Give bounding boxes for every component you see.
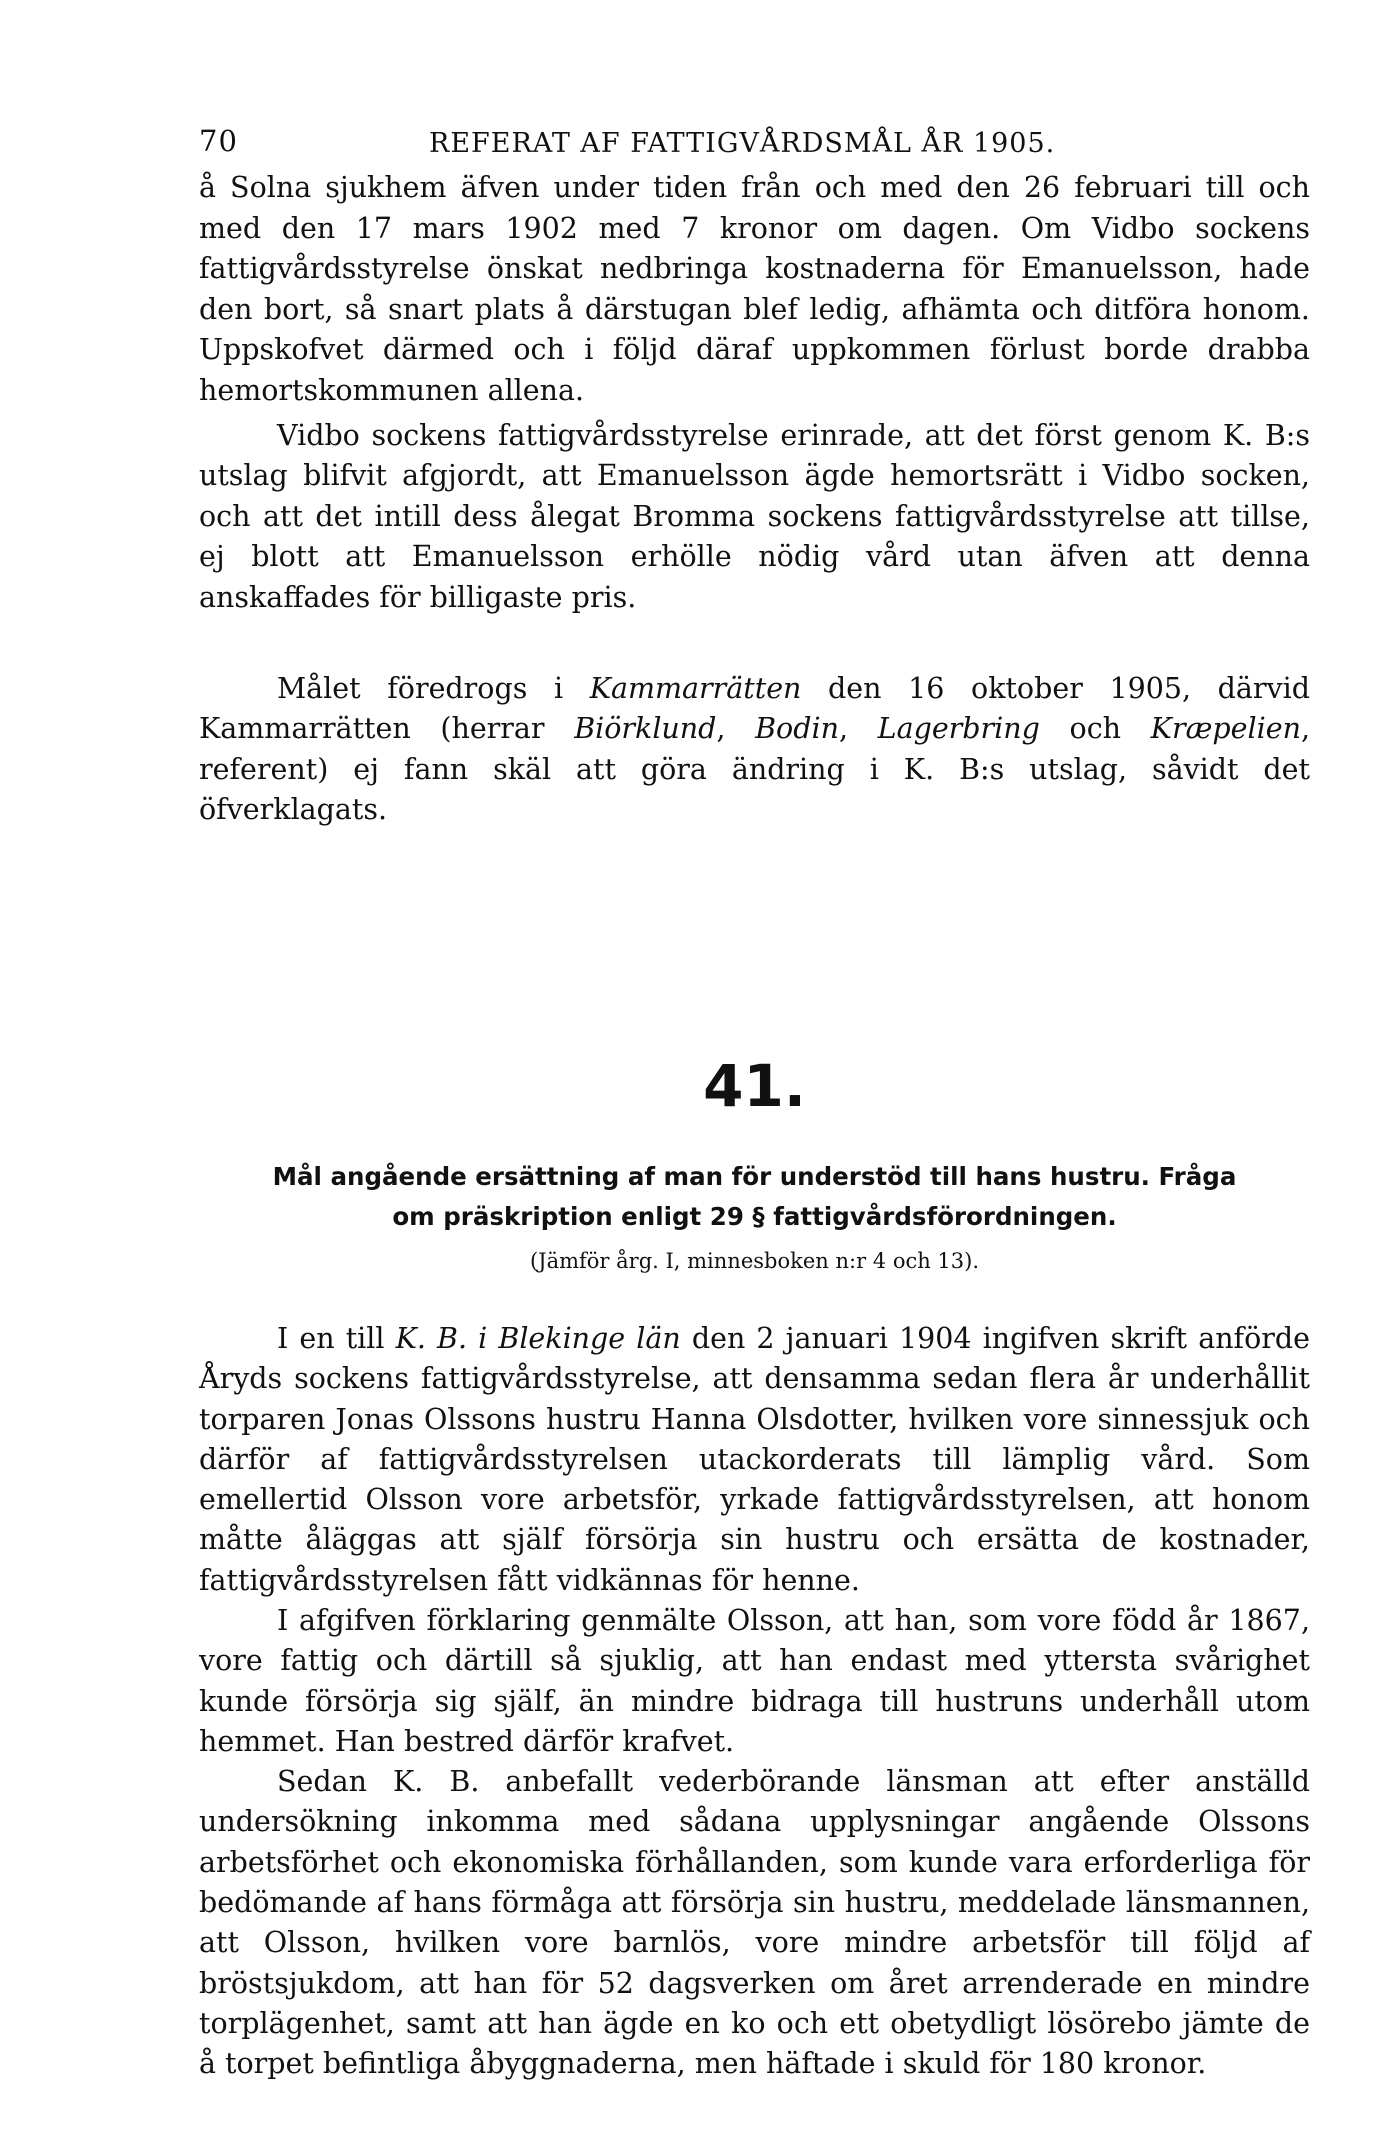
judge-name: Lagerbring — [877, 712, 1040, 746]
separator: , — [716, 712, 756, 746]
running-header — [199, 118, 1310, 168]
petition-text-a: I en till — [277, 1321, 396, 1355]
judge-name: Biörklund — [574, 712, 717, 746]
paragraph-reply: I afgifven förklaring genmälte Olsson, att han, som vore född år 1867, vore fattig och därtill så sjuklig, att han endast med yttersta svårighet kunde försörja sig själf, än mindre bidraga till hustruns underhåll utom hemmet. Han bestred därför krafvet. — [199, 1603, 1310, 1758]
paragraph-petition — [199, 1319, 1310, 1601]
document-page — [199, 118, 1310, 2085]
petition-text-b: den 2 januari 1904 ingifven skrift anförde Åryds sockens fattigvårdsstyrelse, att densamma sedan flera år underhållit torparen Jonas Olssons hustru Hanna Olsdotter, hvilken vore sinnessjuk och därför af fattigvårdsstyrelsen utackorderats till lämplig vård. Som emellertid Olsson vore arbetsför, yrkade fattigvårdsstyrelsen, att honom måtte åläggas att själf försörja sin hustru och ersätta de kostnader, fattigvårdsstyrelsen fått vidkännas för henne. — [199, 1321, 1310, 1597]
section-heading-line: om präskription enligt 29 § fattigvårdsförordningen. — [392, 1201, 1117, 1231]
paragraph-continued: å Solna sjukhem äfven under tiden från och med den 26 februari till och med den 17 mars 1902 med 7 kronor om dagen. Om Vidbo sockens fattigvårdsstyrelse önskat nedbringa kostnaderna för Emanuelsson, hade den bort, så snart plats å därstugan blef ledig, afhämta och ditföra honom. Uppskofvet därmed och i följd däraf uppkommen förlust borde drabba hemortskommunen allena. — [199, 171, 1310, 407]
ruling-text-c: , referent) ej fann skäl att göra ändring i K. B:s utslag, såvidt det öfverklagats. — [199, 712, 1310, 827]
paragraph-vidbo-response: Vidbo sockens fattigvårdsstyrelse erinrade, att det först genom K. B:s utslag blifvit afgjordt, att Emanuelsson ägde hemortsrätt i Vidbo socken, och att det intill dess ålegat Bromma sockens fattigvårdsstyrelse att tillse, ej blott att Emanuelsson erhölle nödig vård utan äfven att denna anskaffades för billigaste pris. — [199, 418, 1310, 614]
judge-name: Kræpelien — [1150, 712, 1301, 746]
section-heading-line: Mål angående ersättning af man för understöd till hans hustru. Fråga — [272, 1161, 1237, 1191]
section-heading — [199, 1157, 1310, 1237]
judge-name: Bodin — [755, 712, 839, 746]
cross-reference: (Jämför årg. I, minnesboken n:r 4 och 13). — [529, 1248, 980, 1273]
running-title: REFERAT AF FATTIGVÅRDSMÅL ÅR 1905. — [429, 128, 1056, 159]
separator: och — [1039, 712, 1151, 746]
authority-name: K. B. i Blekinge län — [395, 1321, 681, 1355]
court-name: Kammarrätten — [589, 671, 802, 705]
page-number: 70 — [199, 124, 238, 158]
paragraph-ruling — [199, 669, 1310, 831]
case-body — [199, 1319, 1310, 2085]
ruling-text-a: Målet föredrogs i — [277, 671, 590, 705]
ruling-text-b: den 16 oktober 1905, därvid Kammarrätten (herrar — [199, 671, 1310, 746]
paragraph-investigation: Sedan K. B. anbefallt vederbörande länsman att efter anställd undersökning inkomma med sådana upplysningar angående Olssons arbetsförhet och ekonomiska förhållanden, som kunde vara erforderliga för bedömande af hans förmåga att försörja sin hustru, meddelade länsmannen, att Olsson, hvilken vore barnlös, vore mindre arbetsför till följd af bröstsjukdom, att han för 52 dagsverken om året arrenderade en mindre torplägenhet, samt att han ägde en ko och ett obetydligt lösörebo jämte de å torpet befintliga åbyggnaderna, men häftade i skuld för 180 kronor. — [199, 1765, 1310, 2081]
separator: , — [838, 712, 878, 746]
section-number: 41. — [703, 1051, 806, 1120]
